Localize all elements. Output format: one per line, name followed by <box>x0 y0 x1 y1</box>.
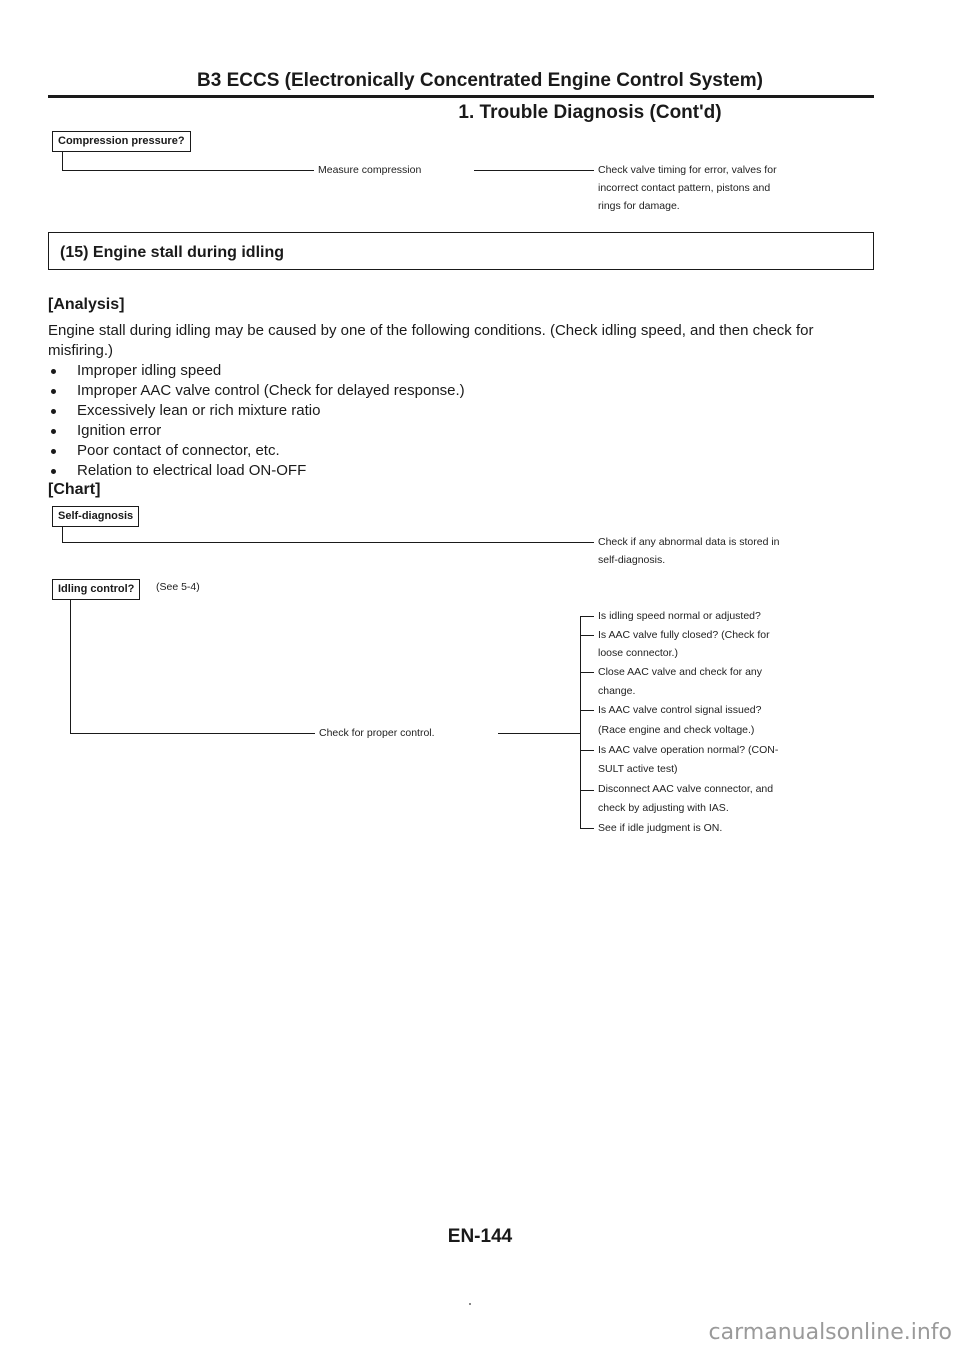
self-diagnosis-result-line-1: Check if any abnormal data is stored in <box>598 536 780 548</box>
analysis-bullet-list <box>48 361 465 481</box>
header-rule <box>48 95 874 98</box>
bracket-tick <box>580 750 594 751</box>
check-item: SULT active test) <box>598 763 678 775</box>
idling-control-reference: (See 5-4) <box>156 581 200 593</box>
check-item: Close AAC valve and check for any <box>598 666 763 678</box>
check-item: loose connector.) <box>598 647 678 659</box>
check-item: Disconnect AAC valve connector, and <box>598 783 774 795</box>
check-item: Is AAC valve control signal issued? <box>598 704 762 716</box>
compression-result-line-2: incorrect contact pattern, pistons and <box>598 182 771 194</box>
page-number: EN-144 <box>447 1226 513 1247</box>
check-item: change. <box>598 685 636 697</box>
flow-connector <box>62 170 314 171</box>
check-proper-control-label: Check for proper control. <box>319 727 435 739</box>
flow-connector <box>62 542 594 543</box>
check-item: (Race engine and check voltage.) <box>598 724 755 736</box>
bracket-tick <box>580 710 594 711</box>
list-item: Excessively lean or rich mixture ratio <box>48 401 465 421</box>
section-title: (15) Engine stall during idling <box>60 244 285 261</box>
check-item: Is idling speed normal or adjusted? <box>598 610 761 622</box>
bullet-dot-icon <box>51 469 56 474</box>
list-item: Ignition error <box>48 421 465 441</box>
measure-compression-label: Measure compression <box>318 164 422 176</box>
check-list-bracket <box>580 616 581 828</box>
self-diagnosis-result-line-2: self-diagnosis. <box>598 554 666 566</box>
bracket-tick <box>580 616 594 617</box>
list-item: Relation to electrical load ON-OFF <box>48 461 465 481</box>
flow-connector <box>70 733 315 734</box>
compression-pressure-box: Compression pressure? <box>52 131 191 152</box>
list-item: Poor contact of connector, etc. <box>48 441 465 461</box>
idling-control-box: Idling control? <box>52 579 140 600</box>
scan-speck <box>469 1303 471 1305</box>
bullet-dot-icon <box>51 429 56 434</box>
bracket-tick <box>580 828 594 829</box>
bullet-dot-icon <box>51 389 56 394</box>
list-item: Improper idling speed <box>48 361 465 381</box>
check-item: See if idle judgment is ON. <box>598 822 723 834</box>
bullet-dot-icon <box>51 449 56 454</box>
analysis-heading: [Analysis] <box>48 296 125 313</box>
flow-connector <box>62 526 63 542</box>
compression-result-line-3: rings for damage. <box>598 200 680 212</box>
bullet-dot-icon <box>51 369 56 374</box>
flow-connector <box>62 151 63 170</box>
flow-connector <box>498 733 580 734</box>
flow-connector <box>474 170 594 171</box>
analysis-intro: Engine stall during idling may be caused by one of the following conditions. (Check idling speed, and then check for misfiring.) <box>48 322 814 359</box>
bracket-tick <box>580 672 594 673</box>
chart-heading: [Chart] <box>48 481 101 498</box>
check-item: check by adjusting with IAS. <box>598 802 729 814</box>
bracket-tick <box>580 635 594 636</box>
bullet-dot-icon <box>51 409 56 414</box>
list-item: Improper AAC valve control (Check for delayed response.) <box>48 381 465 401</box>
check-item: Is AAC valve operation normal? (CON- <box>598 744 779 756</box>
self-diagnosis-box: Self-diagnosis <box>52 506 139 527</box>
flow-connector <box>70 599 71 733</box>
check-item: Is AAC valve fully closed? (Check for <box>598 629 770 641</box>
compression-result-line-1: Check valve timing for error, valves for <box>598 164 777 176</box>
page-subtitle: 1. Trouble Diagnosis (Cont'd) <box>458 102 722 123</box>
page-header-title: B3 ECCS (Electronically Concentrated Engine Control System) <box>197 70 763 91</box>
bracket-tick <box>580 790 594 791</box>
watermark: carmanualsonline.info <box>708 1320 952 1345</box>
